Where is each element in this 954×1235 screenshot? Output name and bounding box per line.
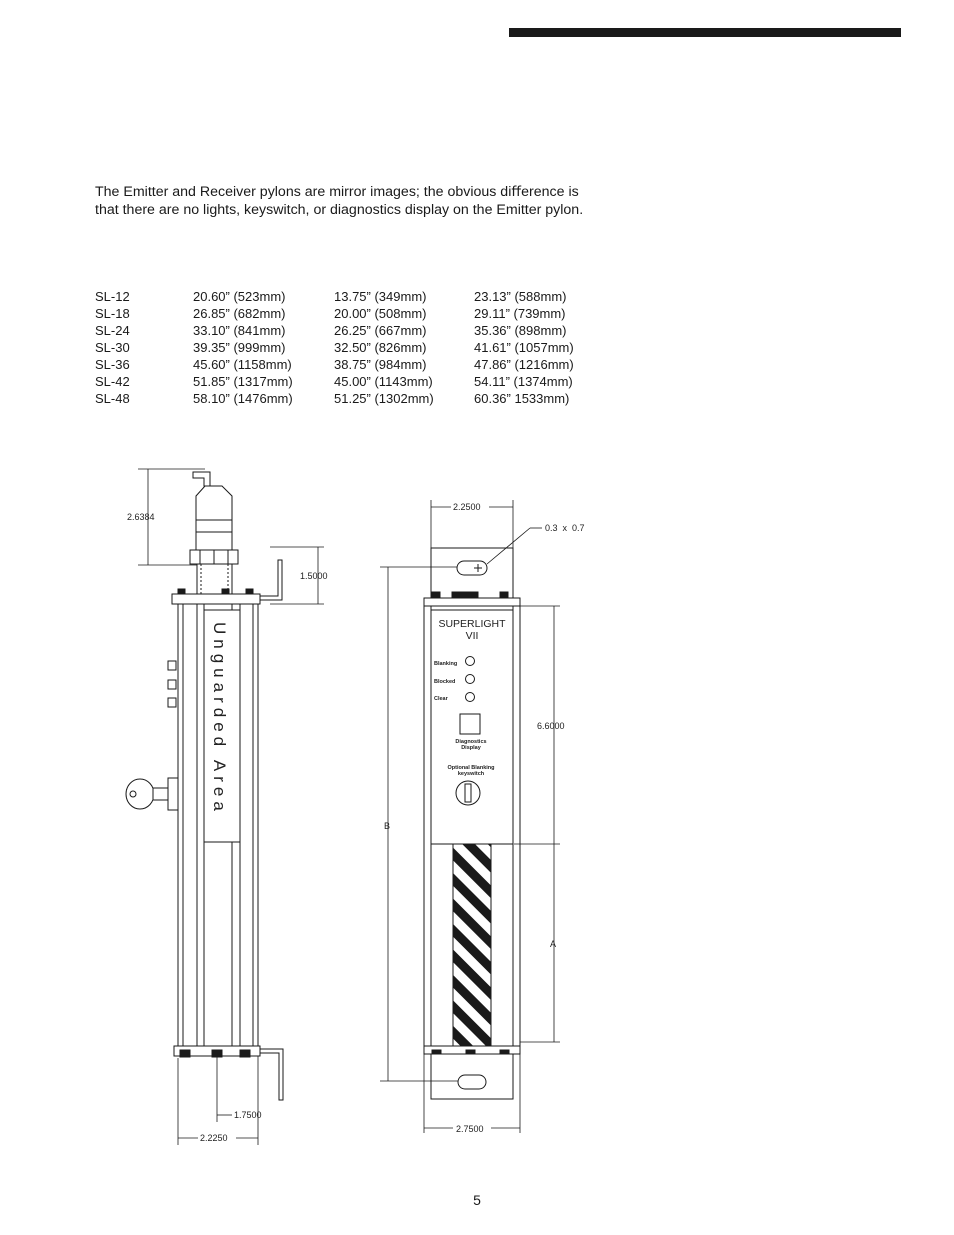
model-dimension-table	[95, 288, 574, 407]
dimension-cell: 41.61” (1057mm)	[474, 340, 574, 355]
dimension-cell: 20.60” (523mm)	[193, 289, 286, 304]
side-view-pylon	[126, 472, 283, 1100]
dimension-cell: 29.11” (739mm)	[474, 306, 566, 321]
dim-front-top: 2.2500	[453, 502, 481, 512]
dimension-cell: 45.00” (1143mm)	[334, 374, 433, 389]
intro-line-2: that there are no lights, keyswitch, or diagnostics display on the Emitter pylon.	[95, 202, 584, 218]
dimension-cell: 54.11” (1374mm)	[474, 374, 573, 389]
model-cell: SL-48	[95, 391, 130, 406]
model-cell: SL-42	[95, 374, 130, 389]
table-row	[95, 339, 574, 356]
table-row	[95, 322, 574, 339]
indicator-clear-label: Clear	[434, 696, 448, 702]
dim-front-a: A	[550, 939, 557, 949]
dim-front-panel: 6.6000	[537, 721, 565, 731]
table-row	[95, 288, 574, 305]
dimension-cell: 51.25” (1302mm)	[334, 391, 434, 406]
keyswitch-label-1: Optional Blanking	[447, 765, 495, 771]
model-cell: SL-12	[95, 289, 130, 304]
dim-front-b: B	[384, 821, 391, 831]
model-cell: SL-36	[95, 357, 130, 372]
model-cell: SL-30	[95, 340, 130, 355]
table-row	[95, 373, 574, 390]
page-number: 5	[473, 1192, 481, 1208]
intro-paragraph	[95, 183, 695, 219]
dimension-cell: 45.60” (1158mm)	[193, 357, 292, 372]
dimension-cell: 23.13” (588mm)	[474, 289, 567, 304]
brand-line-1: SUPERLIGHT	[438, 618, 506, 630]
diagnostics-label-1: Diagnostics	[455, 739, 487, 745]
dimension-cell: 39.35” (999mm)	[193, 340, 286, 355]
indicator-blanking-label: Blanking	[434, 661, 458, 667]
dimension-cell: 58.10” (1476mm)	[193, 391, 293, 406]
intro-line-1: The Emitter and Receiver pylons are mirror images; the obvious diﬀerence is	[95, 184, 579, 200]
dimension-cell: 35.36” (898mm)	[474, 323, 567, 338]
indicator-blocked-label: Blocked	[434, 679, 456, 685]
pylon-technical-drawing	[0, 440, 954, 1160]
dim-side-bracket: 1.5000	[300, 571, 328, 581]
table-row	[95, 356, 574, 373]
dim-side-bottom-outer: 2.2250	[200, 1133, 228, 1143]
dim-front-bottom: 2.7500	[456, 1124, 484, 1134]
dimension-cell: 26.85” (682mm)	[193, 306, 286, 321]
model-cell: SL-18	[95, 306, 130, 321]
dimension-cell: 60.36” 1533mm)	[474, 391, 570, 406]
dimension-cell: 20.00” (508mm)	[334, 306, 427, 321]
dimension-cell: 13.75” (349mm)	[334, 289, 427, 304]
keyswitch-label-2: keyswitch	[457, 771, 485, 777]
dimension-cell: 47.86” (1216mm)	[474, 357, 574, 372]
table-row	[95, 305, 574, 322]
table-row	[95, 390, 574, 407]
dimension-cell: 33.10” (841mm)	[193, 323, 286, 338]
dimension-cell: 32.50” (826mm)	[334, 340, 427, 355]
unguarded-area-label: Unguarded Area	[210, 622, 229, 816]
dim-side-bottom-inner: 1.7500	[234, 1110, 262, 1120]
brand-line-2: VII	[465, 630, 479, 642]
model-cell: SL-24	[95, 323, 130, 338]
dim-side-top: 2.6384	[127, 512, 155, 522]
diagnostics-label-2: Display	[461, 745, 481, 751]
dim-front-slot: 0.3 x 0.7	[545, 523, 585, 533]
dimension-cell: 26.25” (667mm)	[334, 323, 427, 338]
header-bar	[509, 28, 901, 37]
dimension-cell: 38.75” (984mm)	[334, 357, 427, 372]
dimension-cell: 51.85” (1317mm)	[193, 374, 293, 389]
